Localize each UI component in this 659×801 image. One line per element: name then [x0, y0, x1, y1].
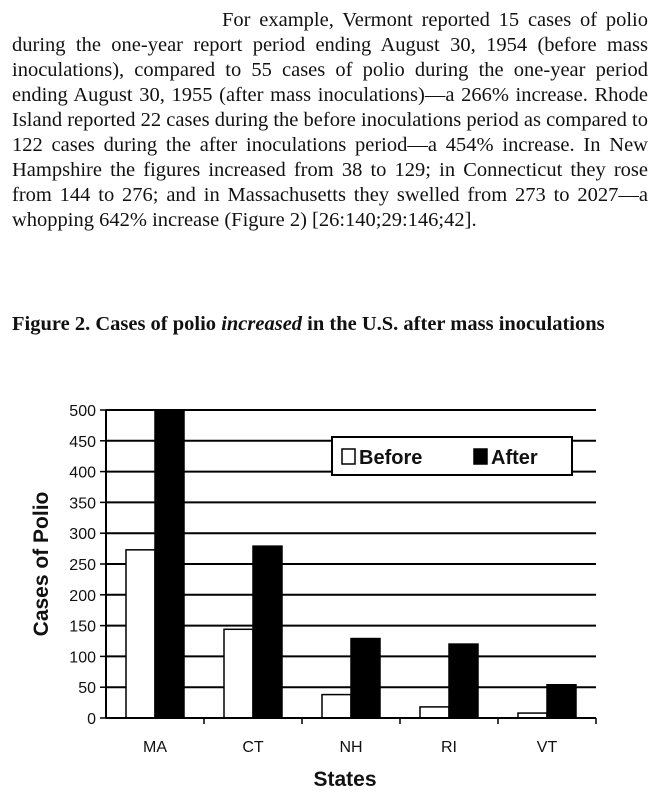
bar-after-ma: [155, 410, 184, 718]
legend-label-before: Before: [359, 447, 423, 469]
bar-after-ri: [449, 644, 478, 718]
y-tick-label: 400: [69, 464, 96, 482]
y-tick-label: 500: [69, 403, 96, 420]
y-tick-label: 50: [78, 680, 96, 698]
body-text: [12, 8, 648, 233]
x-tick-label: NH: [339, 739, 363, 756]
caption-emphasis: increased: [221, 313, 303, 335]
y-tick-label: 450: [69, 433, 96, 451]
body-paragraph: For example, Vermont reported 15 cases of polio during the one-year report period ending August 30, 1954 (before mass inoculations), compared to 55 cases of polio during the one-year period ending August 30, 1955 (after mass inoculations)—a 266% increase. Rhode Island reported 22 cases during the before inoculations period as compared to 122 cases during the after inoculations period—a 454% increase. In New Hampshire the figures increased from 38 to 129; in Connecticut they rose from 144 to 276; and in Massachusetts they swelled from 273 to 2027—a whopping 642% increase (Figure 2) [26:140;29:146;42].: [12, 9, 648, 231]
caption-suffix: in the U.S. after mass inoculations: [302, 313, 605, 335]
y-tick-label: 300: [69, 526, 96, 544]
bar-before-nh: [322, 695, 351, 718]
y-axis-title: Cases of Polio: [30, 491, 53, 637]
bar-after-vt: [547, 685, 576, 718]
bar-after-nh: [351, 639, 380, 718]
legend-swatch-after: [474, 449, 487, 464]
x-tick-label: CT: [242, 739, 264, 756]
y-tick-label: 150: [69, 618, 96, 636]
y-tick-label: 200: [69, 587, 96, 605]
x-tick-label: MA: [143, 739, 167, 756]
caption-prefix: Figure 2. Cases of polio: [12, 313, 222, 335]
y-tick-label: 0: [87, 711, 96, 728]
bar-before-ri: [420, 707, 449, 718]
legend-swatch-before: [342, 449, 355, 464]
bar-before-ct: [224, 629, 253, 718]
y-tick-label: 350: [69, 495, 96, 513]
polio-bar-chart: [0, 390, 659, 801]
y-tick-label: 100: [69, 649, 96, 667]
x-tick-label: RI: [441, 739, 457, 756]
chart-legend: [332, 437, 572, 475]
bar-before-ma: [126, 550, 155, 718]
x-axis-title: States: [313, 768, 377, 791]
bar-after-ct: [253, 546, 282, 718]
figure-caption: [12, 312, 648, 337]
y-tick-label: 250: [69, 557, 96, 574]
legend-label-after: After: [491, 447, 538, 469]
x-tick-label: VT: [536, 739, 558, 756]
